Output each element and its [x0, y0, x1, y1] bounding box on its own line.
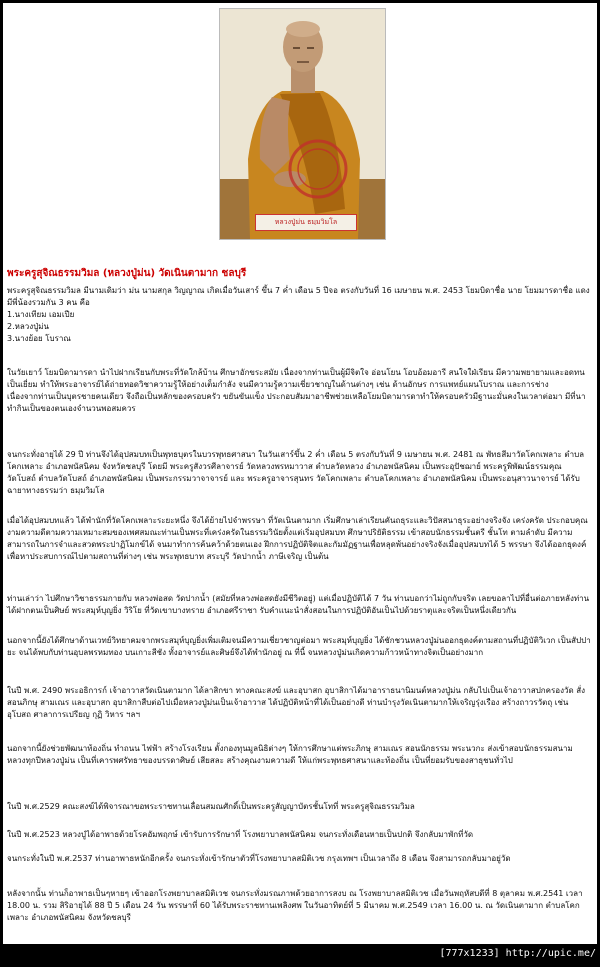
- paragraph-9: ในปี พ.ศ.2529 คณะสงฆ์ได้พิจารณาขอพระราชทานเลื่อนสมณศักดิ์เป็นพระครูสัญญาบัตรชั้นโทที่ พระครูสุจิณธรรมวิมล: [7, 802, 415, 811]
- paragraph-6: นอกจากนี้ยังได้ศึกษาด้านเวทย์วิทยาคมจากพระสมุห์บุญยิ่งเพิ่มเติมจนมีความเชี่ยวชาญต่อมา พระสมุห์บุญยิ่ง ได้ชักชวนหลวงปู่ม่นออกธุดงค์ตามสถานที่ปฏิบัติวิเวก เป็นสัปปายะ จนได้พบกับท่านอุบลพรหมทอง บนเกาะสีชัง ทั้งอาจารย์และศิษย์จึงได้พำนักอยู่ ณ ที่นี้ จนหลวงปู่ม่นเกิดความก้าวหน้าทางจิตเป็นอย่างมาก: [7, 636, 591, 657]
- paragraph-11: จนกระทั่งในปี พ.ศ.2537 ท่านอาพาธหนักอีกครั้ง จนกระทั่งเข้ารักษาตัวที่โรงพยาบาลสมิติเวช กรุงเทพฯ เป็นเวลาถึง 8 เดือน จึงสามารถกลับมาอยู่วัด: [7, 854, 511, 863]
- paragraph-10: ในปี พ.ศ.2523 หลวงปู่ได้อาพาธด้วยโรคอัมพฤกษ์ เข้ารับการรักษาที่ โรงพยาบาลพนัสนิคม จนกระทั่งเดือนหายเป็นปกติ จึงกลับมาพักที่วัด: [7, 830, 474, 839]
- article-title: พระครูสุจิณธรรมวิมล (หลวงปู่ม่น) วัดเนินตามาก ชลบุรี: [7, 268, 247, 279]
- monk-portrait-icon: [220, 9, 385, 239]
- image-host-bar: [0, 944, 600, 967]
- paragraph-5: ท่านเล่าว่า ไปศึกษาวิชาธรรมกายกับ หลวงพ่อสด วัดปากน้ำ (สมัยที่หลวงพ่อสดยังมีชีวิตอยู่) แต่เมื่อปฏิบัติได้ 7 วัน ท่านบอกว่าไม่ถูกกับจริต เลยขอลาไปที่อื่นต่อภายหลังท่านได้ฝากตนเป็นศิษย์ พระสมุห์บุญยิ่ง วิริโย ที่วัดเขาบางทราย อำเภอศรีราชา รับคำแนะนำสั่งสอนในการปฏิบัติอันเป็นไปด้วยราตุและจริตเป็นหนึ่งเดียวกัน: [7, 594, 590, 615]
- monk-photo: [219, 8, 386, 240]
- paragraph-4: เมื่อได้อุปสมบทแล้ว ได้พำนักที่วัดโคกเพลาะระยะหนึ่ง จึงได้ย้ายไปจำพรรษา ที่วัดเนินตามาก เริ่มศึกษาเล่าเรียนคันถธุระและวิปัสสนาธุระอย่างจริงจัง เคร่งครัด ประกอบคุณงามความดีตามความเหมาะสมของเพศสมณะท่านเป็นพระที่เคร่งครัดในธรรมวินัยตั้งแต่เริ่มอุปสมบท ศึกษาปริยัติธรรม เข้าสอบนักธรรมชั้นตรี ชั้นโท ตามลำดับ มีความสามารถในการจำและสวดพระปาฏิโมกข์ได้ จนมาทำการค้นคว้าด้วยตนเอง ฝึกการปฏิบัติจิตและกัมมัฏฐานเพื่อหลุดพ้นอย่างจริงจังเมื่ออุปสมบทได้ 5 พรรษา จึงได้ออกธุดงค์เพื่อหาประสบการณ์ไปตามสถานที่ต่างๆ เช่น พระพุทธบาท สระบุรี วัดปากน้ำ ภาษีเจริญ เป็นต้น: [7, 516, 588, 561]
- paragraph-2: ในวัยเยาว์ โยมบิดามารดา นำไปฝากเรียนกับพระที่วัดใกล้บ้าน ศึกษาอักขระสมัย เนื่องจากท่านเป็นผู้มีจิตใจ อ่อนโยน โอบอ้อมอารี สนใจใฝ่เรียน มีความพยายามและอดทนเป็นเยี่ยม ทำให้พระอาจารย์ได้ถ่ายทอดวิชาความรู้ให้อย่างเต็มกำลัง จนมีความรู้ความเชี่ยวชาญในด้านต่างๆ เช่น ด้านอักษร การแพทย์แผนโบราณ และการช่าง เนื่องจากท่านเป็นบุตรชายคนเดียว จึงถือเป็นหลักของครอบครัว ขยันขันแข็ง ประกอบสัมมาอาชีพช่วยเหลือโยมบิดามารดาทำให้ครอบครัวมีฐานะมั่นคงในเวลาต่อมา มีที่นาทำกินเป็นของตนเองจำนวนพอสมควร: [7, 368, 586, 413]
- paragraph-7: ในปี พ.ศ. 2490 พระอธิการก์ เจ้าอาวาสวัดเนินตามาก ได้ลาสิกขา ทางคณะสงฆ์ และอุบาสก อุบาสิกาได้มาอาราธนานิมนต์หลวงปู่ม่น กลับไปเป็นเจ้าอาวาสปกครองวัด สั่งสอนภิกษุ สามเณร และอุบาสก อุบาสิกาสืบต่อไปเมื่อหลวงปู่ม่นเป็นเจ้าอาวาส ได้ปฏิบัติหน้าที่ได้เป็นอย่างดี ท่านบำรุงวัดเนินตามากให้เจริญรุ่งเรือง สร้างถาวรวัตถุ เช่น อุโบสถ ศาลาการเปรียญ กุฏิ วิหาร ฯลฯ: [7, 686, 586, 719]
- photo-caption: หลวงปู่ม่น ธมฺมวิมโล: [255, 214, 357, 231]
- paragraph-1: พระครูสุจิณธรรมวิมล มีนามเดิมว่า ม่น นามสกุล วิญญาณ เกิดเมื่อวันเสาร์ ขึ้น 7 ค่ำ เดือน 5 ปีจอ ตรงกับวันที่ 16 เมษายน พ.ศ. 2453 โยมบิดาชื่อ นาย โยมมารดาชื่อ แดง มีพี่น้องรวมกัน 3 คน คือ 1.นางเทียม เอมเปีย 2.หลวงปู่ม่น 3.นางย้อย โบราณ: [7, 286, 590, 343]
- paragraph-12: หลังจากนั้น ท่านก็อาพาธเป็นๆหายๆ เข้าออกโรงพยาบาลสมิติเวช จนกระทั่งมรณภาพด้วยอาการสงบ ณ โรงพยาบาลสมิติเวช เมื่อวันพฤหัสบดีที่ 8 ตุลาคม พ.ศ.2541 เวลา 18.00 น. รวม สิริอายุได้ 88 ปี 5 เดือน 24 วัน พรรษาที่ 60 ได้รับพระราชทานเพลิงศพ ในวันอาทิตย์ที่ 5 มีนาคม พ.ศ.2549 เวลา 16.00 น. ณ วัดเนินตามาก ตำบลโคกเพลาะ อำเภอพนัสนิคม จังหวัดชลบุรี: [7, 889, 583, 922]
- paragraph-8: นอกจากนี้ยังช่วยพัฒนาท้องถิ่น ทำถนน ไฟฟ้า สร้างโรงเรียน ตั้งกองทุนมูลนิธิต่างๆ ให้การศึกษาแต่พระภิกษุ สามเณร สอนนักธรรม พระนวกะ ส่งเข้าสอบนักธรรมสนามหลวงทุกปีหลวงปู่ม่น เป็นที่เคารพศรัทธาของบรรดาศิษย์ เสียสละ สร้างคุณงามความดี ให้แก่พระพุทธศาสนาและท้องถิ่น เป็นที่ยอมรับของสาธุชนทั่วไป: [7, 744, 573, 765]
- paragraph-3: จนกระทั่งอายุได้ 29 ปี ท่านจึงได้อุปสมบทเป็นพุทธบุตรในบวรพุทธศาสนา ในวันเสาร์ขึ้น 2 ค่ำ เดือน 5 ตรงกับวันที่ 9 เมษายน พ.ศ. 2481 ณ พัทธสีมาวัดโคกเพลาะ ตำบลโคกเพลาะ อำเภอพนัสนิคม จังหวัดชลบุรี โดยมี พระครูสังวรศีลาจารย์ วัดหลวงพรหมาวาส ตำบลวัดหลวง อำเภอพนัสนิคม เป็นพระอุปัชฌาย์ พระครูพิพัฒน์ธรรมคุณ วัดโบสถ์ ตำบลวัดโบสถ์ อำเภอพนัสนิคม เป็นพระกรรมวาจาจารย์ และ พระครูอาจารสุนทร วัดโคกเพลาะ ตำบลโคกเพลาะ อำเภอพนัสนิคม เป็นพระอนุสาวนาจารย์ ได้รับฉายาทางธรรมว่า ธมฺมวิมโล: [7, 450, 585, 495]
- image-host-watermark[interactable]: [777x1233] http://upic.me/: [439, 948, 596, 959]
- document-page: [3, 3, 597, 944]
